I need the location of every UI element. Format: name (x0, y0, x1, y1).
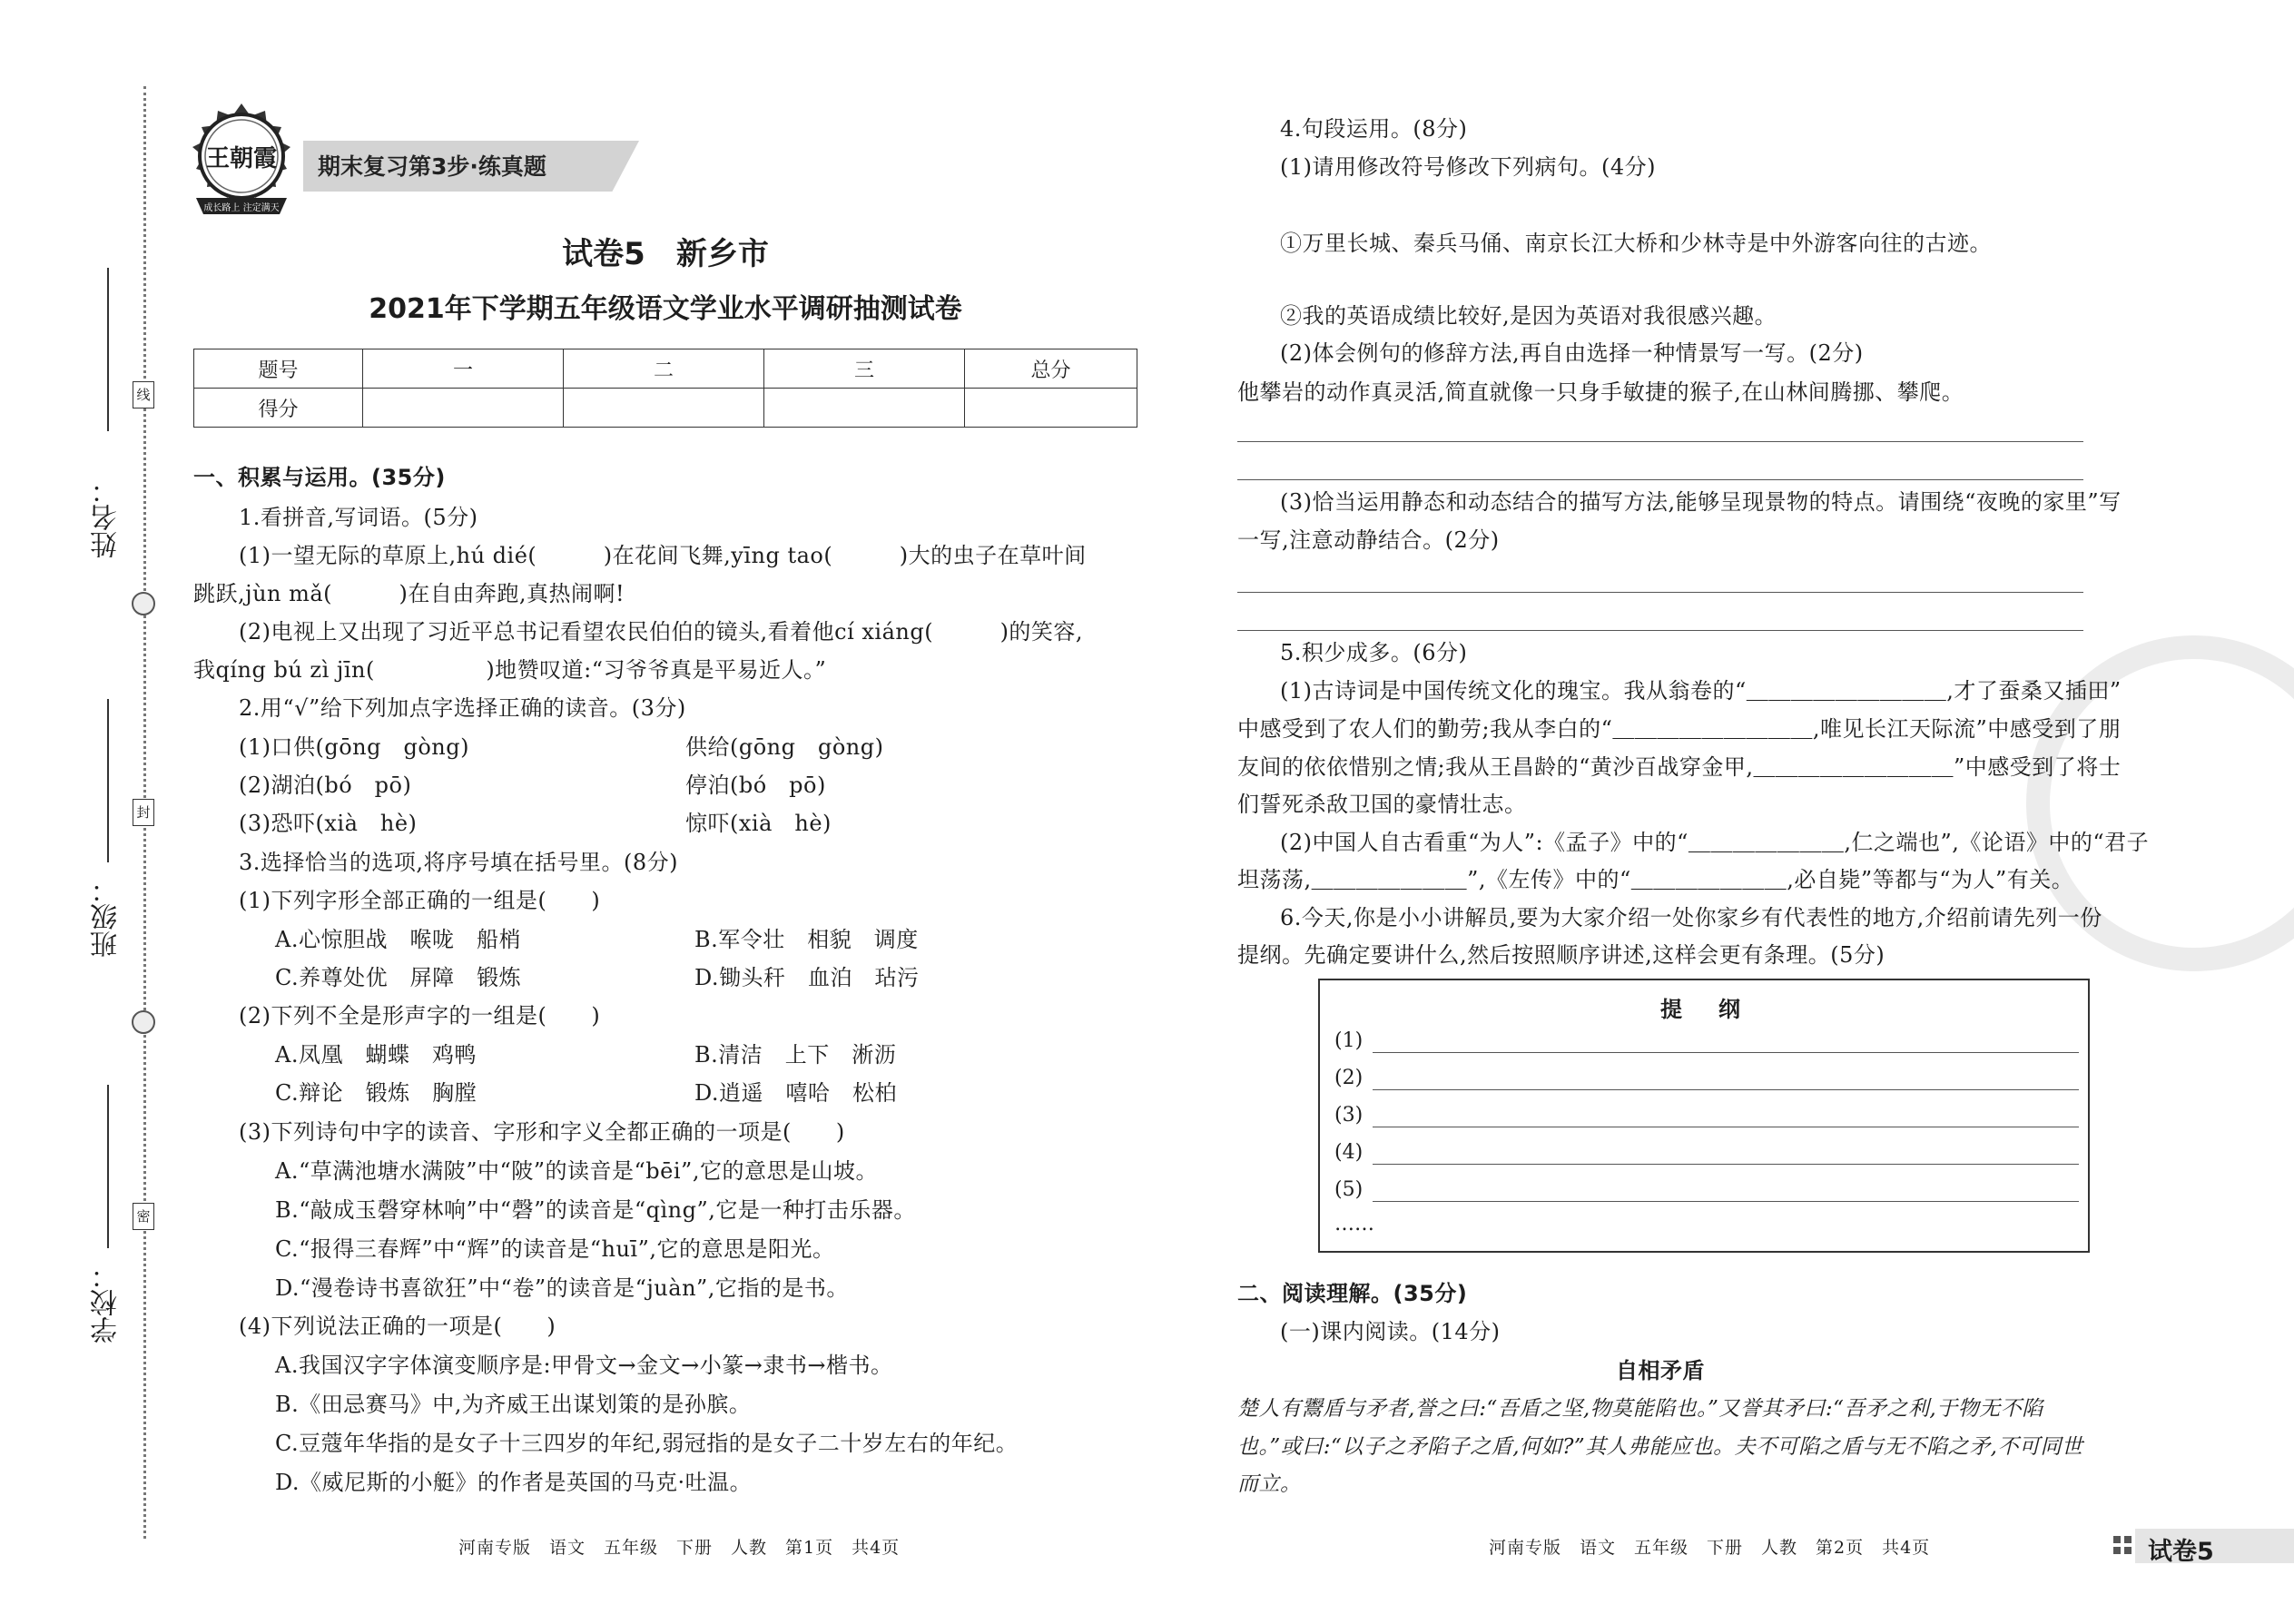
option-text: B.“敲成玉磬穿林响”中“磬”的读音是“qìng”,它是一种打击乐器。 (275, 1197, 916, 1223)
option-text: (3)恐吓(xià hè) (239, 811, 418, 836)
question-text: 他攀岩的动作真灵活,简直就像一只身手敏捷的猴子,在山林间腾挪、攀爬。 (1237, 379, 1964, 405)
question-text: 2.用“√”给下列加点字选择正确的读音。(3分) (239, 695, 686, 721)
question-text: 我qíng bú zì jīn( )地赞叹道:“习爷爷真是平易近人。” (193, 657, 827, 683)
option-text: 供给(gōng gòng) (685, 734, 884, 760)
option-text: D.《威尼斯的小艇》的作者是英国的马克·吐温。 (275, 1470, 753, 1495)
exam-subtitle: 2021年下学期五年级语文学业水平调研抽测试卷 (369, 293, 962, 325)
outline-item-label: (1) (1334, 1029, 1364, 1052)
option-text: B.军令壮 相貌 调度 (694, 927, 919, 952)
question-text: (2)体会例句的修辞方法,再自由选择一种情景写一写。(2分) (1280, 340, 1864, 366)
name-label: 姓名： (91, 477, 123, 558)
logo-subtext: 成长路上 注定满天 (203, 203, 280, 213)
option-text: (1)口供(gōng gòng) (239, 734, 469, 760)
page-tag-marks-icon (2113, 1534, 2133, 1560)
option-text: 惊吓(xià hè) (685, 811, 832, 836)
school-underline (107, 1085, 109, 1248)
score-table-header-row (194, 349, 1137, 389)
seal-seal-mark: 封 (133, 799, 154, 826)
section-heading: 二、阅读理解。(35分) (1237, 1281, 1468, 1306)
question-text: (1)一望无际的草原上,hú dié( )在花间飞舞,yīng tao( )大的虫子在草叶间 (239, 543, 1087, 568)
passage-text: 楚人有鬻盾与矛者,誉之曰:“吾盾之坚,物莫能陷也。”又誉其矛曰:“吾矛之利,于物无不陷 (1237, 1397, 2043, 1421)
answer-line[interactable] (1237, 441, 2083, 442)
outline-item[interactable] (1334, 1176, 2079, 1204)
question-text: (2)电视上又出现了习近平总书记看望农民伯伯的镜头,看着他cí xiáng( )的笑容, (239, 619, 1084, 645)
question-text: 6.今天,你是小小讲解员,要为大家介绍一处你家乡有代表性的地方,介绍前请先列一份 (1280, 905, 2102, 930)
question-text: (3)恰当运用静态和动态结合的描写方法,能够呈现景物的特点。请围绕“夜晚的家里”写 (1280, 489, 2122, 515)
outline-item-label: (4) (1334, 1141, 1364, 1164)
outline-item-label: (2) (1334, 1067, 1364, 1089)
name-underline (107, 268, 109, 431)
question-text: (2)下列不全是形声字的一组是( ) (239, 1003, 601, 1029)
question-text: 坦荡荡,＿＿＿＿＿＿＿”,《左传》中的“＿＿＿＿＿＿＿,必自毙”等都与“为人”有关。 (1237, 867, 2074, 892)
binding-hole-icon (132, 1010, 155, 1034)
score-header-cell: 三 (764, 349, 965, 389)
outline-title: 提 纲 (1660, 997, 1748, 1022)
logo-text: 王朝霞 (205, 145, 277, 172)
option-text: C.豆蔻年华指的是女子十三四岁的年纪,弱冠指的是女子二十岁左右的年纪。 (275, 1431, 1019, 1456)
outline-item[interactable] (1334, 1139, 2079, 1166)
question-text: (1)下列字形全部正确的一组是( ) (239, 888, 601, 913)
question-text: 中感受到了农人们的勤劳;我从李白的“＿＿＿＿＿＿＿＿＿,唯见长江天际流”中感受到了朋 (1237, 716, 2122, 742)
question-text: 友间的依依惜别之情;我从王昌龄的“黄沙百战穿金甲,＿＿＿＿＿＿＿＿＿”中感受到了将士 (1237, 754, 2122, 780)
score-input-cell[interactable] (965, 389, 1137, 428)
outline-item-label: (3) (1334, 1104, 1364, 1127)
option-text: C.养尊处优 屏障 锻炼 (275, 965, 522, 990)
passage-text: 而立。 (1237, 1472, 1302, 1496)
question-text: 3.选择恰当的选项,将序号填在括号里。(8分) (239, 850, 679, 875)
class-label: 班级： (91, 876, 123, 958)
question-text: 5.积少成多。(6分) (1280, 640, 1468, 665)
question-text: (1)请用修改符号修改下列病句。(4分) (1280, 154, 1656, 180)
question-text: (一)课内阅读。(14分) (1280, 1319, 1501, 1344)
page-footer: 河南专版 语文 五年级 下册 人教 第2页 共4页 (1489, 1538, 1931, 1558)
score-row-label: 得分 (194, 389, 363, 428)
answer-line[interactable] (1237, 479, 2083, 480)
outline-ellipsis: …… (1334, 1213, 1374, 1235)
question-text: 提纲。先确定要讲什么,然后按照顺序讲述,这样会更有条理。(5分) (1237, 942, 1885, 968)
passage-title: 自相矛盾 (1616, 1358, 1705, 1383)
seal-secret-mark: 密 (133, 1203, 154, 1230)
score-input-cell[interactable] (564, 389, 764, 428)
question-text: (4)下列说法正确的一项是( ) (239, 1314, 556, 1339)
score-table (193, 349, 1137, 428)
option-text: A.我国汉字字体演变顺序是:甲骨文→金文→小篆→隶书→楷书。 (275, 1353, 893, 1378)
question-text: (2)中国人自古看重“为人”:《孟子》中的“＿＿＿＿＿＿＿,仁之端也”,《论语》中的“君子 (1280, 830, 2150, 855)
option-text: D.逍遥 嘻哈 松柏 (694, 1080, 898, 1106)
passage-text: 也。”或曰:“以子之矛陷子之盾,何如?”其人弗能应也。夫不可陷之盾与无不陷之矛,不可同世 (1237, 1435, 2083, 1459)
answer-line[interactable] (1237, 630, 2083, 631)
question-text: 一写,注意动静结合。(2分) (1237, 527, 1500, 553)
question-text: 4.句段运用。(8分) (1280, 116, 1468, 142)
option-text: D.锄头秆 血泊 玷污 (694, 965, 920, 990)
outline-item[interactable] (1334, 1028, 2079, 1055)
score-input-cell[interactable] (363, 389, 564, 428)
binding-hole-icon (132, 592, 155, 615)
option-text: B.清洁 上下 淅沥 (694, 1042, 897, 1068)
option-text: D.“漫卷诗书喜欲狂”中“卷”的读音是“juàn”,它指的是书。 (275, 1275, 849, 1301)
question-text: 们誓死杀敌卫国的豪情壮志。 (1237, 792, 1527, 817)
page-tag: 试卷5 (2148, 1538, 2214, 1566)
logo (178, 100, 305, 223)
score-header-cell: 总分 (965, 349, 1137, 389)
option-text: C.“报得三春辉”中“辉”的读音是“huī”,它的意思是阳光。 (275, 1236, 835, 1262)
option-text: (2)湖泊(bó pō) (239, 773, 412, 798)
score-input-cell[interactable] (764, 389, 965, 428)
option-text: B.《田忌赛马》中,为齐威王出谋划策的是孙膑。 (275, 1392, 752, 1417)
option-text: C.辩论 锻炼 胸膛 (275, 1080, 478, 1106)
outline-item[interactable] (1334, 1065, 2079, 1092)
outline-item[interactable] (1334, 1102, 2079, 1129)
option-text: A.心惊胆战 喉咙 船梢 (275, 927, 521, 952)
question-text: ①万里长城、秦兵马俑、南京长江大桥和少林寺是中外游客向往的古迹。 (1280, 231, 1992, 256)
seal-line-mark: 线 (133, 381, 154, 408)
question-text: 1.看拼音,写词语。(5分) (239, 505, 478, 530)
answer-line[interactable] (1237, 592, 2083, 593)
outline-item-label: (5) (1334, 1178, 1364, 1201)
score-header-cell: 题号 (194, 349, 363, 389)
option-text: A.凤凰 蝴蝶 鸡鸭 (275, 1042, 477, 1068)
section-heading: 一、积累与运用。(35分) (193, 465, 446, 490)
question-text: (1)古诗词是中国传统文化的瑰宝。我从翁卷的“＿＿＿＿＿＿＿＿＿,才了蚕桑又插田” (1280, 678, 2122, 704)
score-header-cell: 一 (363, 349, 564, 389)
question-text: ②我的英语成绩比较好,是因为英语对我很感兴趣。 (1280, 303, 1777, 329)
option-text: 停泊(bó pō) (685, 773, 826, 798)
question-text: (3)下列诗句中字的读音、字形和字义全都正确的一项是( ) (239, 1119, 845, 1145)
outline-box (1318, 979, 2090, 1253)
school-label: 学校： (91, 1262, 123, 1343)
banner-text: 期末复习第3步·练真题 (318, 153, 546, 180)
class-underline (107, 699, 109, 862)
page-footer: 河南专版 语文 五年级 下册 人教 第1页 共4页 (458, 1538, 901, 1558)
option-text: A.“草满池塘水满陂”中“陂”的读音是“bēi”,它的意思是山坡。 (275, 1158, 878, 1184)
exam-title: 试卷5 新乡市 (562, 236, 769, 272)
score-header-cell: 二 (564, 349, 764, 389)
score-table-row (194, 389, 1137, 428)
question-text: 跳跃,jùn mǎ( )在自由奔跑,真热闹啊! (193, 581, 625, 606)
